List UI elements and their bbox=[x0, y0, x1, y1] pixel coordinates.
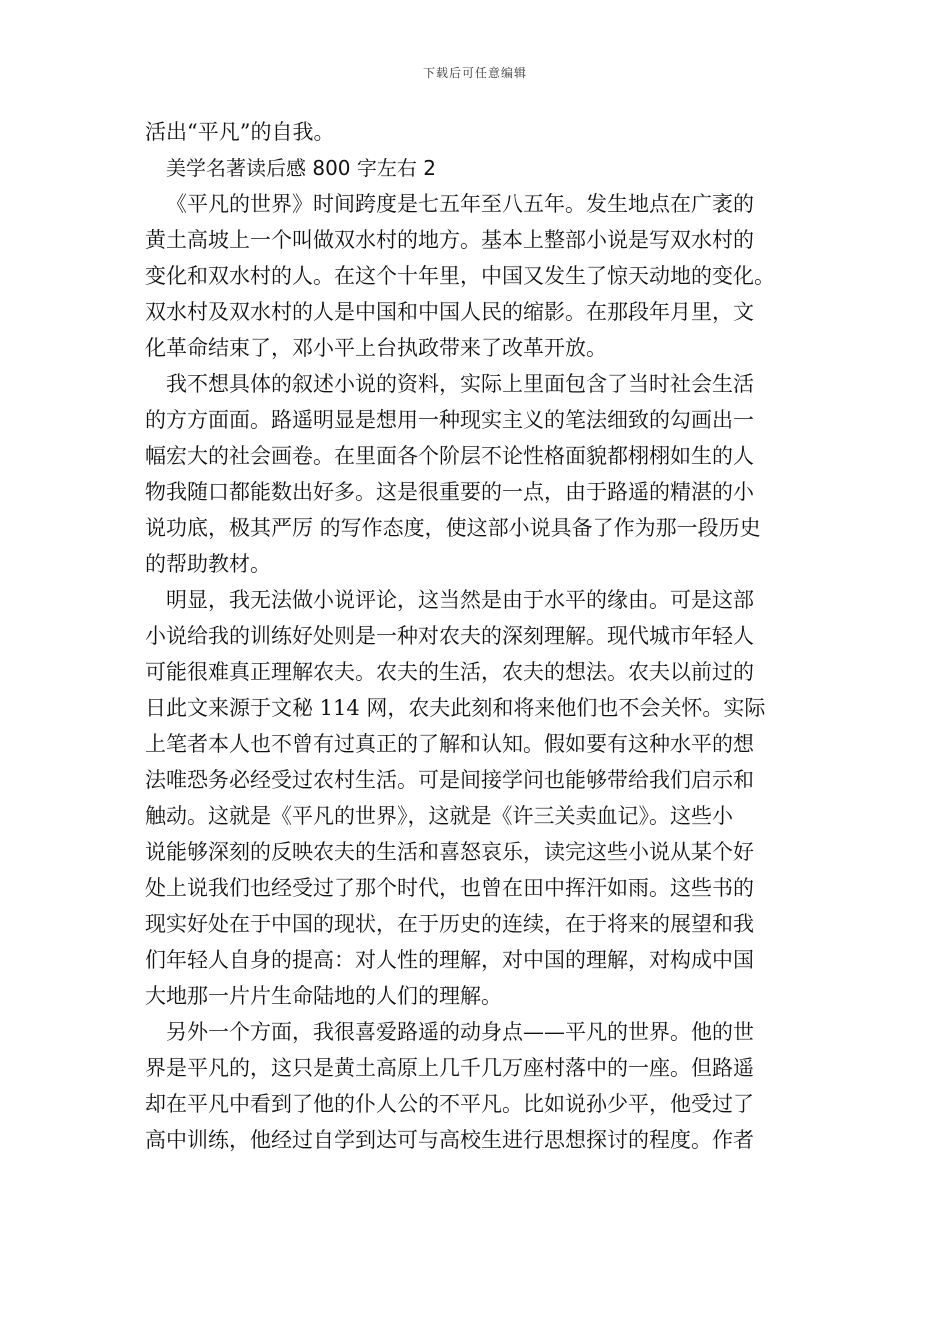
text-line: 大地那一片片生命陆地的人们的理解。 bbox=[145, 984, 502, 1008]
page-header-note: 下载后可任意编辑 bbox=[422, 66, 527, 80]
text-line: 可能很难真正理解农夫。农夫的生活，农夫的想法。农夫以前过的 bbox=[145, 660, 754, 684]
text-line: 明显，我无法做小说评论，这当然是由于水平的缘由。可是这部 bbox=[166, 588, 754, 612]
text-line: 黄土高坡上一个叫做双水村的地方。基本上整部小说是写双水村的 bbox=[145, 228, 754, 252]
text-line: 《平凡的世界》时间跨度是七五年至八五年。发生地点在广袤的 bbox=[166, 192, 754, 216]
text-line: 说能够深刻的反映农夫的生活和喜怒哀乐，读完这些小说从某个好 bbox=[145, 840, 754, 864]
text-line: 变化和双水村的人。在这个十年里，中国又发生了惊天动地的变化。 bbox=[145, 264, 775, 288]
text-line: 现实好处在于中国的现状，在于历史的连续，在于将来的展望和我 bbox=[145, 912, 754, 936]
text-line: 我不想具体的叙述小说的资料，实际上里面包含了当时社会生活 bbox=[166, 372, 754, 396]
text-line: 高中训练，他经过自学到达可与高校生进行思想探讨的程度。作者 bbox=[145, 1128, 754, 1152]
text-line: 日此文来源于文秘 114 网，农夫此刻和将来他们也不会关怀。实际 bbox=[145, 696, 766, 720]
text-line: 另外一个方面，我很喜爱路遥的动身点——平凡的世界。他的世 bbox=[166, 1020, 754, 1044]
section-heading: 美学名著读后感 800 字左右 2 bbox=[166, 156, 436, 180]
text-line: 处上说我们也经受过了那个时代，也曾在田中挥汗如雨。这些书的 bbox=[145, 876, 754, 900]
text-line: 小说给我的训练好处则是一种对农夫的深刻理解。现代城市年轻人 bbox=[145, 624, 754, 648]
text-line: 的帮助教材。 bbox=[145, 552, 271, 576]
text-line: 上笔者本人也不曾有过真正的了解和认知。假如要有这种水平的想 bbox=[145, 732, 754, 756]
text-line: 说功底，极其严厉 的写作态度，使这部小说具备了作为那一段历史 bbox=[145, 516, 761, 540]
text-line: 化革命结束了，邓小平上台执政带来了改革开放。 bbox=[145, 336, 607, 360]
text-line: 法唯恐务必经受过农村生活。可是间接学问也能够带给我们启示和 bbox=[145, 768, 754, 792]
text-line: 活出“平凡”的自我。 bbox=[145, 120, 335, 144]
text-line: 幅宏大的社会画卷。在里面各个阶层不论性格面貌都栩栩如生的人 bbox=[145, 444, 754, 468]
text-line: 双水村及双水村的人是中国和中国人民的缩影。在那段年月里，文 bbox=[145, 300, 754, 324]
text-line: 物我随口都能数出好多。这是很重要的一点，由于路遥的精湛的小 bbox=[145, 480, 754, 504]
text-line: 却在平凡中看到了他的仆人公的不平凡。比如说孙少平，他受过了 bbox=[145, 1092, 754, 1116]
text-line: 界是平凡的，这只是黄土高原上几千几万座村落中的一座。但路遥 bbox=[145, 1056, 754, 1080]
text-line: 的方方面面。路遥明显是想用一种现实主义的笔法细致的勾画出一 bbox=[145, 408, 754, 432]
text-line: 们年轻人自身的提高：对人性的理解，对中国的理解，对构成中国 bbox=[145, 948, 754, 972]
text-line: 触动。这就是《平凡的世界》，这就是《许三关卖血记》。这些小 bbox=[145, 804, 733, 828]
document-body bbox=[145, 114, 810, 1158]
